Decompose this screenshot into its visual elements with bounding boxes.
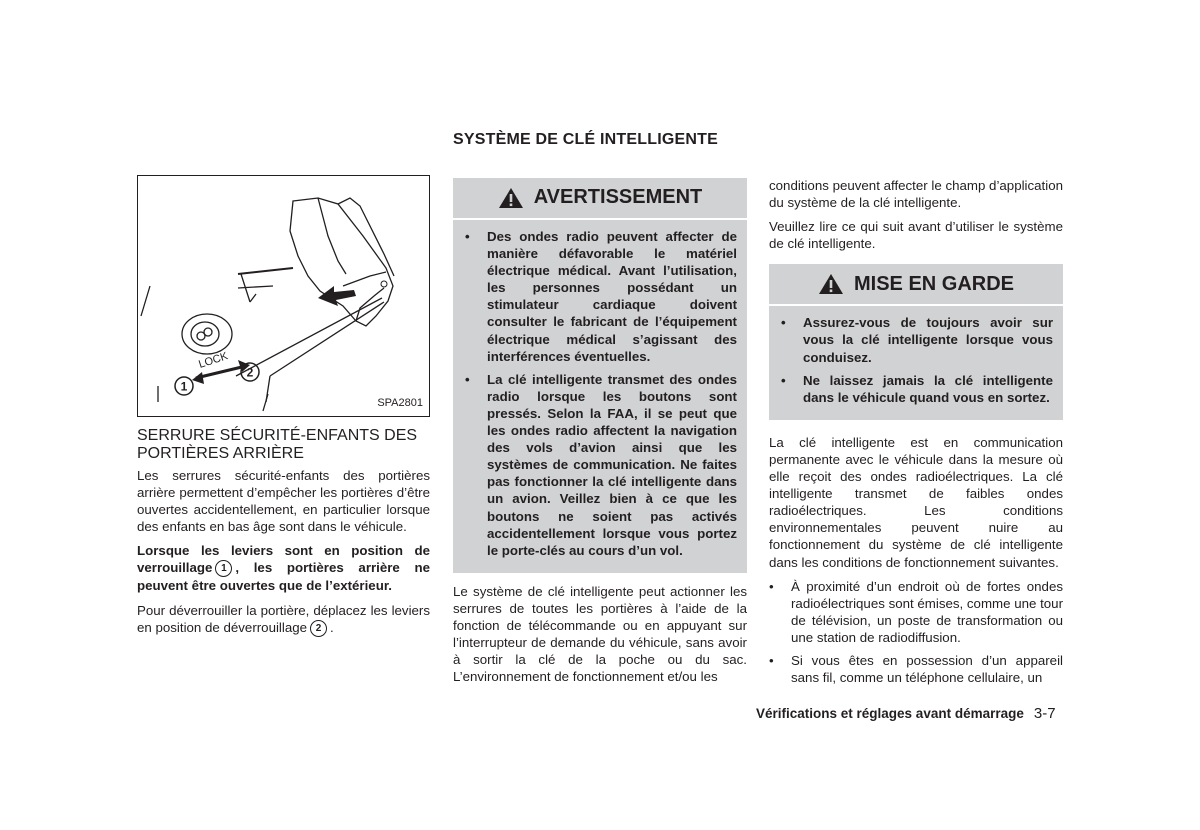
caution-item: • Assurez-vous de toujours avoir sur vous la clé intelligente lorsque vous conduisez.: [781, 314, 1053, 365]
warning-title: AVERTISSEMENT: [453, 178, 747, 220]
lock-label: LOCK: [197, 350, 230, 371]
conditions-list: [769, 578, 1063, 687]
warning-box: [453, 178, 747, 573]
condition-item: • À proximité d’un endroit où de fortes ondes radioélectriques sont émises, comme une tour de télévision, un poste de transformation ou une station de radiodiffusion.: [769, 578, 1063, 646]
warning-list: [453, 220, 747, 573]
smart-key-description: Le système de clé intelligente peut actionner les serrures de toutes les portières à l’aide de la fonction de télécommande ou en appuyant sur l’interrupteur de demande du véhicule, sans avoir à sortir la clé de la poche ou du sac. L’environnement de fonctionnement et/ou les: [453, 583, 747, 685]
circled-1-icon: 1: [215, 560, 232, 577]
caution-box: [769, 264, 1063, 419]
svg-text:1: 1: [180, 379, 188, 394]
figure-code: SPA2801: [377, 396, 423, 409]
right-column: [769, 177, 1063, 692]
page-footer: [756, 705, 1056, 722]
middle-column: [453, 178, 747, 692]
warning-item: • Des ondes radio peuvent affecter de manière défavorable le matériel électrique médical. Avant l’utilisation, les personnes possédant un stimulateur cardiaque doivent consulter le fabricant de l’équipement électrique médical s’agissant des interférences éventuelles.: [465, 228, 737, 365]
caution-triangle-icon: [818, 273, 844, 295]
left-column: [137, 175, 430, 644]
caution-list: [769, 306, 1063, 419]
door-illustration: [138, 176, 429, 416]
range-paragraph: conditions peuvent affecter le champ d’application du système de la clé intelligente.: [769, 178, 1063, 211]
chapter-title: Vérifications et réglages avant démarrage: [756, 706, 1024, 721]
section-title: SYSTÈME DE CLÉ INTELLIGENTE: [453, 131, 718, 148]
svg-text:2: 2: [246, 365, 254, 380]
communication-paragraph: La clé intelligente est en communication permanente avec le véhicule dans la mesure où elle reçoit des ondes radioélectriques. La clé intelligente transmet de faibles ondes radioélectriques. Les conditions environnementales peuvent nuire au fonctionnement du système de clé intelligente dans les conditions de fonctionnement suivantes.: [769, 434, 1063, 570]
page-number: 3-7: [1033, 705, 1056, 722]
child-lock-intro: Les serrures sécurité-enfants des portières arrière permettent d’empêcher les portières d’être ouvertes accidentellement, en particulier lorsque des enfants en bas âge sont dans le véhicule.: [137, 468, 430, 535]
child-lock-heading: SERRURE SÉCURITÉ-ENFANTS DES PORTIÈRES ARRIÈRE: [137, 427, 418, 462]
warning-item: • La clé intelligente transmet des ondes radio lorsque les boutons sont pressés. Selon la FAA, il se peut que les ondes radio affectent la navigation des vols d’avion ainsi que les systèmes de communication. Ne faites pas fonctionner la clé intelligente dans un avion. Veillez bien à ce que les boutons ne soient pas activés accidentellement lorsque vous portez le porte-clés au cours d’un vol.: [465, 371, 737, 559]
read-before-paragraph: Veuillez lire ce qui suit avant d’utiliser le système de clé intelligente.: [769, 219, 1063, 252]
child-lock-figure: [137, 175, 430, 417]
warning-triangle-icon: [498, 187, 524, 209]
circled-2-icon: 2: [310, 620, 327, 637]
condition-item: • Si vous êtes en possession d’un appareil sans fil, comme un téléphone cellulaire, un: [769, 652, 1063, 686]
child-lock-bold-paragraph: Lorsque les leviers sont en position de verrouillage 1 , les portières arrière ne peuvent être ouvertes que de l’extérieur.: [137, 543, 430, 594]
caution-item: • Ne laissez jamais la clé intelligente dans le véhicule quand vous en sortez.: [781, 372, 1053, 406]
unlock-paragraph: Pour déverrouiller la portière, déplacez les leviers en position de déverrouillage 2 .: [137, 602, 430, 635]
caution-title: MISE EN GARDE: [769, 264, 1063, 306]
